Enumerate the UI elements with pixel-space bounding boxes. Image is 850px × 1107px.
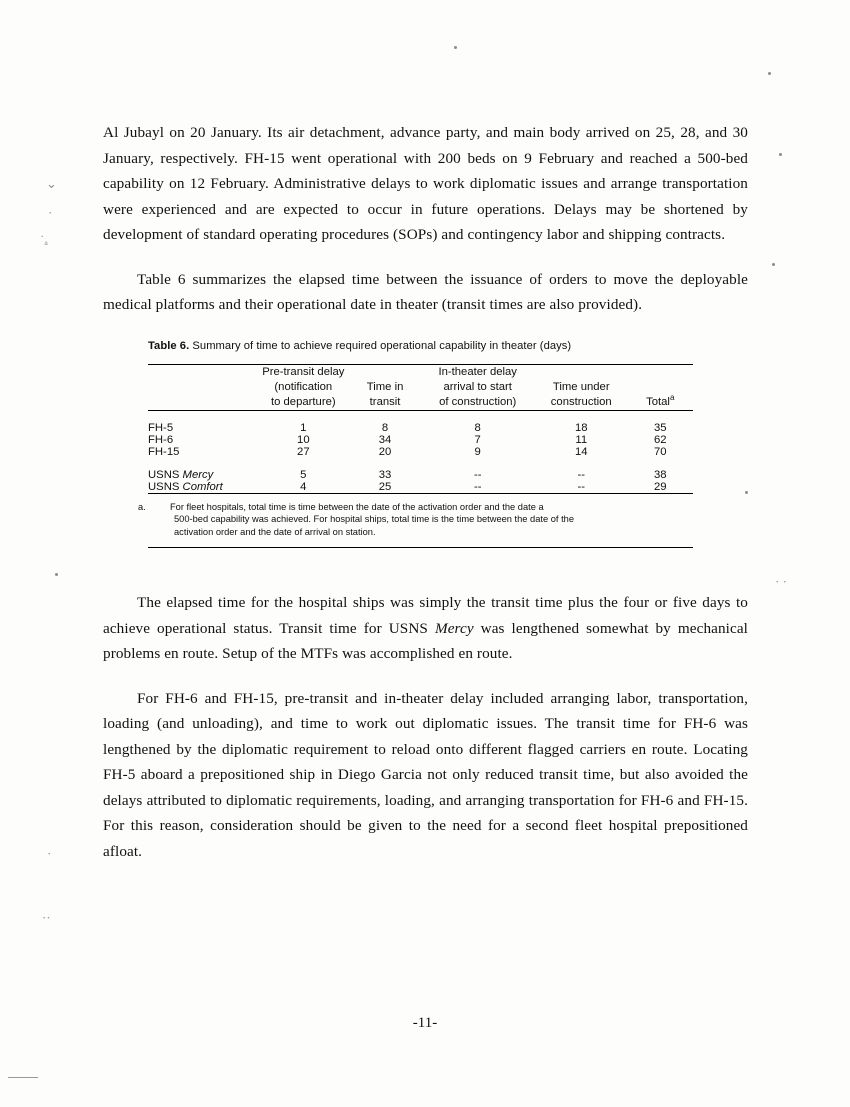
cell-in-theater: -- xyxy=(473,480,482,493)
cell-total: 29 xyxy=(653,480,667,493)
row-label-text: FH-5 xyxy=(148,421,174,434)
header-time-in-transit xyxy=(350,364,421,410)
row-label xyxy=(148,469,257,481)
cell-total: 38 xyxy=(653,468,667,481)
paragraph-1: Al Jubayl on 20 January. Its air detachment, advance party, and main body arrived on 25, 28, and 30 January, respectively. FH-15 went operational with 200 beds on 9 February and reached a 500-bed capability on 12 February. Administrative delays to work diplomatic issues and arrange transportation were experienced and are expected to occur in future operations. Delays may be shortened by development of standard operating procedures (SOPs) and contingency labor and shipping contracts. xyxy=(103,124,748,243)
cell-in-theater: 9 xyxy=(474,445,481,458)
table-footnote-area xyxy=(138,493,693,548)
ship-name-mercy: Mercy xyxy=(434,619,474,637)
header-total xyxy=(628,364,693,410)
cell-transit: 33 xyxy=(378,468,392,481)
cell-construction: 18 xyxy=(574,421,588,434)
cell-construction: 14 xyxy=(574,445,588,458)
page-number: -11- xyxy=(412,1015,438,1031)
header-total-line3 xyxy=(628,390,693,410)
cell-pre-transit: 27 xyxy=(297,445,310,458)
header-pre-transit-line1: Pre-transit delay xyxy=(262,365,345,378)
table-footnote xyxy=(138,501,643,514)
cell-total: 62 xyxy=(653,433,667,446)
scan-speck: ·· xyxy=(42,910,51,925)
scan-speck: ⌄ xyxy=(46,176,57,191)
scan-speck xyxy=(772,263,775,266)
paragraph-4: For FH-6 and FH-15, pre-transit and in-theater delay included arranging labor, transportation, loading (and unloading), and time to work out diplomatic issues. The transit time for FH-6 was lengthened by the diplomatic requirement to reload onto different flagged carriers en route. Locating FH-5 aboard a prepositioned ship in Diego Garcia not only reduced transit time, but also avoided the delays attributed to diplomatic requirements, loading, and arranging transportation for FH-6 and FH-15. For this reason, consideration should be given to the need for a second fleet hospital prepositioned afloat. xyxy=(103,689,748,860)
header-total-superscript: a xyxy=(669,392,675,402)
table-head xyxy=(148,364,693,410)
spacer-cell xyxy=(148,458,693,469)
row-label-text: USNS xyxy=(148,468,183,481)
scan-speck: · · xyxy=(775,574,787,589)
table-header-row xyxy=(148,364,693,410)
scan-speck xyxy=(454,46,457,49)
table-row xyxy=(148,469,693,481)
header-construction-line2: Time under xyxy=(552,380,610,393)
cell-construction: -- xyxy=(577,468,585,481)
cell-transit: 8 xyxy=(381,421,389,434)
header-pre-transit-line2: (notification xyxy=(274,380,333,393)
cell-in-theater: -- xyxy=(473,468,482,481)
table-bottom-rule xyxy=(148,547,693,548)
table-caption-label: Table 6. xyxy=(148,339,190,352)
cell-transit: 34 xyxy=(378,433,392,446)
row-label-italic: Comfort xyxy=(182,480,223,493)
scan-speck xyxy=(779,153,782,156)
scan-edge-line xyxy=(8,1077,38,1078)
table-footnote-line2: 500-bed capability was achieved. For hospital ships, total time is the time between the date of the xyxy=(174,514,574,525)
paragraph-2: Table 6 summarizes the elapsed time between the issuance of orders to move the deployable medical platforms and their operational date in theater (transit times are also provided). xyxy=(103,270,748,313)
spacer-after-table xyxy=(103,558,748,590)
cell-in-theater: 7 xyxy=(474,433,481,446)
row-label xyxy=(148,481,257,493)
cell-total: 35 xyxy=(653,421,667,434)
paragraph-3: The elapsed time for the hospital ships was simply the transit time plus the four or five days to achieve operational status. Transit time for USNS Mercy was lengthened somewhat by mechanical problems en route. Setup of the MTFs was accomplished en route. xyxy=(103,594,748,663)
header-total-text: Total xyxy=(646,395,670,408)
header-transit-line2: Time in xyxy=(366,380,404,393)
header-in-theater-delay xyxy=(420,364,534,410)
scan-speck xyxy=(768,72,771,75)
header-in-theater-line3: of construction) xyxy=(439,395,517,408)
row-label-text: FH-6 xyxy=(148,433,174,446)
table-footnote-line3: activation order and the date of arrival on station. xyxy=(174,526,376,537)
row-label xyxy=(148,446,257,458)
row-label-italic: Mercy xyxy=(182,468,214,481)
header-platform xyxy=(148,364,257,410)
table-caption xyxy=(148,340,693,352)
table-row-spacer xyxy=(148,458,693,469)
table-6-block xyxy=(103,340,748,549)
cell-construction: -- xyxy=(577,480,585,493)
row-label-text: FH-15 xyxy=(148,445,180,458)
cell-total: 70 xyxy=(653,445,667,458)
header-time-under-construction xyxy=(535,364,628,410)
table-body xyxy=(148,410,693,493)
cell-pre-transit: 10 xyxy=(297,433,310,446)
cell-in-theater: 8 xyxy=(474,421,481,434)
footnote-mark: a. xyxy=(138,501,146,512)
scan-speck: · xyxy=(48,205,53,220)
row-label xyxy=(148,410,257,434)
scan-speck xyxy=(55,573,58,576)
scan-speck: · xyxy=(47,846,52,861)
row-label xyxy=(148,434,257,446)
table-6 xyxy=(148,364,693,493)
cell-pre-transit: 5 xyxy=(300,468,307,481)
cell-transit: 20 xyxy=(378,445,392,458)
footnote-line-1: For fleet hospitals, total time is time between the date of the activation order and the date a xyxy=(170,501,544,512)
header-pre-transit-delay xyxy=(257,364,350,410)
table-row xyxy=(148,434,693,446)
cell-construction: 11 xyxy=(575,433,588,446)
table-caption-text: Summary of time to achieve required operational capability in theater (days) xyxy=(192,339,572,352)
table-row xyxy=(148,481,693,493)
table-row xyxy=(148,446,693,458)
header-transit-line3: transit xyxy=(369,395,401,408)
header-pre-transit-line3: to departure) xyxy=(270,395,336,408)
header-construction-line3: construction xyxy=(550,395,612,408)
header-in-theater-line1: In-theater delay xyxy=(438,365,517,378)
row-label-text: USNS xyxy=(148,480,183,493)
cell-pre-transit: 4 xyxy=(300,480,307,493)
document-body xyxy=(103,120,748,883)
cell-pre-transit: 1 xyxy=(300,421,307,434)
header-in-theater-line2: arrival to start xyxy=(443,380,512,393)
table-row xyxy=(148,410,693,434)
cell-transit: 25 xyxy=(378,480,392,493)
scan-speck: ˙ₐ xyxy=(40,232,48,247)
